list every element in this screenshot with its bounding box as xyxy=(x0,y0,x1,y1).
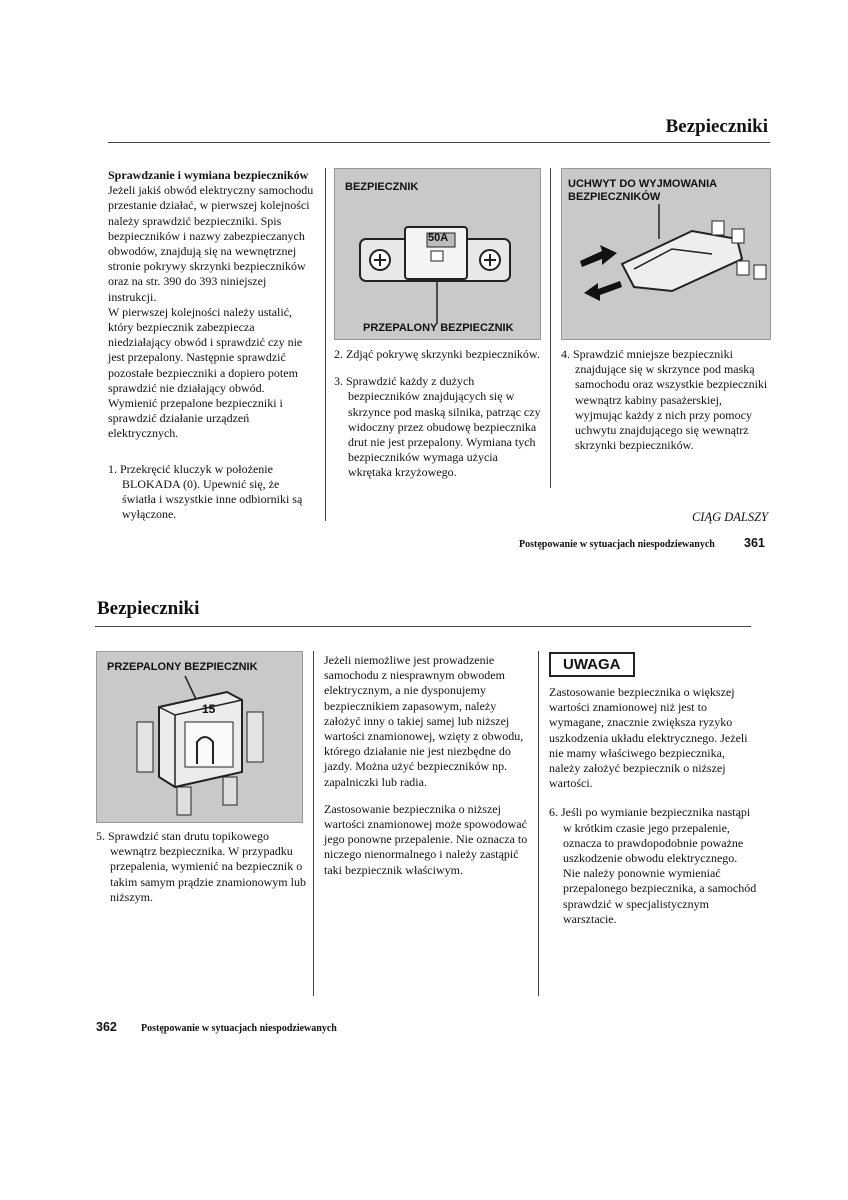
column-divider xyxy=(550,168,551,488)
column-divider xyxy=(538,651,539,996)
bottom-col1 xyxy=(96,829,306,905)
bottom-col3 xyxy=(549,685,757,927)
continued-label: CIĄG DALSZY xyxy=(691,510,768,524)
step-2: 2. Zdjąć pokrywę skrzynki bezpieczników. xyxy=(334,347,540,361)
figure-label-blown-fuse: PRZEPALONY BEZPIECZNIK xyxy=(107,661,258,673)
step-4: 4. Sprawdzić mniejsze bezpieczniki znajdujące się w skrzynce pod maską samochodu oraz wszystkie bezpieczniki wewnątrz kabiny pasażerskiej, wyjmując każdy z nich przy pomocy uchwytu znajdującego się wewnątrz skrzynki bezpieczników. xyxy=(561,347,768,453)
figure-label-blown-fuse: PRZEPALONY BEZPIECZNIK xyxy=(363,322,514,334)
figure-label-fuse: BEZPIECZNIK xyxy=(345,181,419,193)
large-fuse-icon xyxy=(335,169,540,339)
paragraph: W pierwszej kolejności należy ustalić, który bezpiecznik zabezpiecza niedziałający obwód i sprawdzić czy nie jest przepalony. Następnie sprawdzić pozostałe bezpieczniki a dopiero potem sprawdzić nie działający obwód. xyxy=(108,304,303,395)
fuse-puller-figure xyxy=(561,168,771,340)
blown-fuse-figure xyxy=(96,651,303,823)
bottom-col2 xyxy=(324,653,529,878)
header-rule-bottom xyxy=(95,626,751,627)
paragraph: Wymienić przepalone bezpieczniki i sprawdzić działanie urządzeń elektrycznych. xyxy=(108,396,283,441)
top-col3 xyxy=(561,347,769,453)
step-1: 1. Przekręcić kluczyk w położenie BLOKADA (0). Upewnić się, że światła i wszystkie inne odbiorniki są wyłączone. xyxy=(108,461,303,522)
section-heading: Sprawdzanie i wymiana bezpieczników xyxy=(108,168,309,182)
warning-text: Zastosowanie bezpiecznika o większej wartości znamionowej niż jest to wymagane, znacznie zwiększa ryzyko uszkodzenia układu elektrycznego. Jeżeli nie mamy właściwego bezpiecznika, należy założyć bezpiecznik o niższej wartości. xyxy=(549,685,748,791)
page-title-top: Bezpieczniki xyxy=(665,116,768,137)
figure-label-puller: UCHWYT DO WYJMOWANIA BEZPIECZNIKÓW xyxy=(568,178,718,203)
fuse-figure xyxy=(334,168,541,340)
header-rule-top xyxy=(108,142,770,143)
page-number-top: 361 xyxy=(744,536,765,550)
top-col2 xyxy=(334,347,544,481)
paragraph: Zastosowanie bezpiecznika o niższej wartości znamionowej może spowodować jego ponowne przepalenie. Nie oznacza to niczego nienormalnego i należy zastąpić taki bezpiecznik właściwym. xyxy=(324,801,528,877)
footer-text-bottom: Postępowanie w sytuacjach niespodziewanych xyxy=(141,1023,337,1034)
paragraph: Jeżeli jakiś obwód elektryczny samochodu przestanie działać, w pierwszej kolejności należy sprawdzić bezpieczniki. Spis bezpieczników i nazwy zabezpieczanych obwodów, znajdują się na wewnętrznej stronie pokrywy skrzynki bezpieczników oraz na str. 390 do 393 niniejszej instrukcji. xyxy=(108,183,314,304)
top-col1 xyxy=(108,168,316,522)
fuse-puller-icon xyxy=(562,169,770,339)
blade-fuse-icon xyxy=(97,652,302,822)
column-divider xyxy=(325,168,326,521)
fuse-rating: 50A xyxy=(428,232,449,244)
step-3: 3. Sprawdzić każdy z dużych bezpieczników znajdujących się w skrzynce pod maską silnika, patrząc czy widoczny przez obudowę bezpiecznika drut nie jest przepalony. Wymiana tych bezpieczników wymaga użycia wkrętaka krzyżowego. xyxy=(334,374,541,480)
footer-text-top: Postępowanie w sytuacjach niespodziewanych xyxy=(519,539,715,550)
page-number-bottom: 362 xyxy=(96,1020,117,1034)
fuse-number: 15 xyxy=(202,702,216,716)
step-5: 5. Sprawdzić stan drutu topikowego wewnątrz bezpiecznika. W przypadku przepalenia, wymienić na bezpiecznik o takim samym prądzie znamionowym lub niższym. xyxy=(96,829,306,904)
warning-label: UWAGA xyxy=(549,652,635,677)
paragraph: Jeżeli niemożliwe jest prowadzenie samochodu z niesprawnym obwodem elektrycznym, a nie dysponujemy bezpiecznikiem zapasowym, należy założyć inny o takiej samej lub niższej wartości znamionowej, wzięty z obwodu, którego działanie nie jest niezbędne do jazdy. Można użyć bezpieczników np. zapalniczki lub radia. xyxy=(324,653,524,789)
step-6: 6. Jeśli po wymianie bezpiecznika nastąpi w krótkim czasie jego przepalenie, oznacza to prawdopodobnie poważne uszkodzenie obwodu elektrycznego. Nie należy ponownie wymieniać przepalonego bezpiecznika, a samochód sprawdzić w specjalistycznym warsztacie. xyxy=(549,805,757,926)
column-divider xyxy=(313,651,314,996)
page-title-bottom: Bezpieczniki xyxy=(97,598,200,619)
warning-box xyxy=(549,652,635,677)
